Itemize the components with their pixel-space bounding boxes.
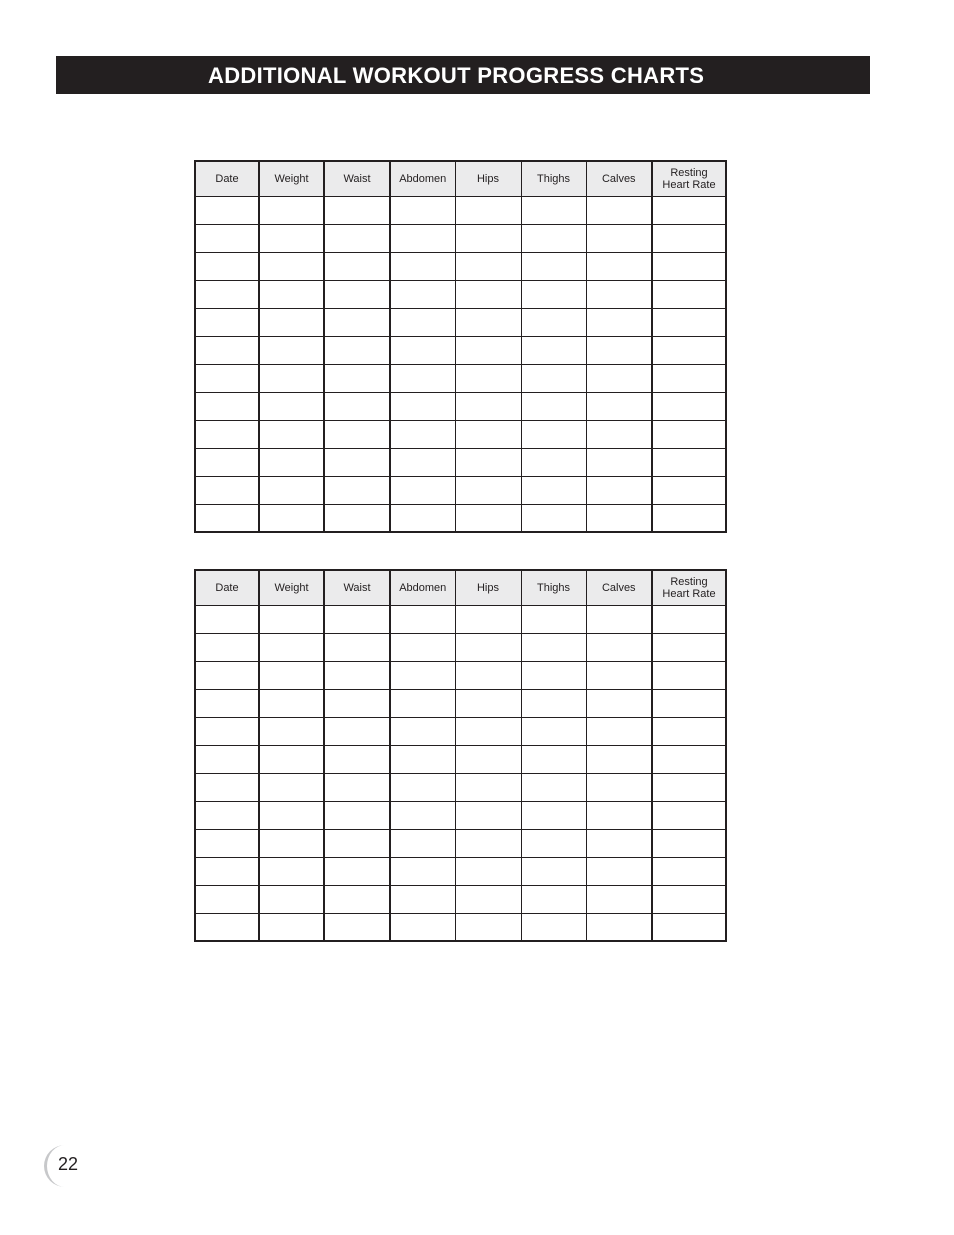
entry-cell[interactable] bbox=[324, 745, 390, 773]
entry-cell[interactable] bbox=[652, 364, 726, 392]
entry-cell[interactable] bbox=[390, 504, 455, 532]
entry-cell[interactable] bbox=[390, 364, 455, 392]
entry-cell[interactable] bbox=[521, 448, 586, 476]
table-row bbox=[195, 308, 726, 336]
entry-cell[interactable] bbox=[652, 801, 726, 829]
entry-cell[interactable] bbox=[390, 661, 455, 689]
entry-cell[interactable] bbox=[259, 392, 324, 420]
entry-cell[interactable] bbox=[324, 252, 390, 280]
entry-cell[interactable] bbox=[195, 392, 259, 420]
entry-cell[interactable] bbox=[390, 196, 455, 224]
entry-cell[interactable] bbox=[259, 280, 324, 308]
entry-cell[interactable] bbox=[324, 913, 390, 941]
column-header-date: Date bbox=[195, 161, 259, 196]
entry-cell[interactable] bbox=[521, 801, 586, 829]
entry-cell[interactable] bbox=[455, 476, 521, 504]
entry-cell[interactable] bbox=[586, 252, 652, 280]
column-header-date: Date bbox=[195, 570, 259, 605]
entry-cell[interactable] bbox=[259, 420, 324, 448]
entry-cell[interactable] bbox=[652, 689, 726, 717]
entry-cell[interactable] bbox=[455, 633, 521, 661]
entry-cell[interactable] bbox=[390, 689, 455, 717]
entry-cell[interactable] bbox=[652, 605, 726, 633]
entry-cell[interactable] bbox=[652, 392, 726, 420]
entry-cell[interactable] bbox=[586, 504, 652, 532]
entry-cell[interactable] bbox=[455, 420, 521, 448]
entry-cell[interactable] bbox=[521, 252, 586, 280]
entry-cell[interactable] bbox=[455, 196, 521, 224]
entry-cell[interactable] bbox=[652, 476, 726, 504]
entry-cell[interactable] bbox=[652, 633, 726, 661]
entry-cell[interactable] bbox=[195, 196, 259, 224]
entry-cell[interactable] bbox=[390, 913, 455, 941]
table-row bbox=[195, 504, 726, 532]
entry-cell[interactable] bbox=[259, 717, 324, 745]
entry-cell[interactable] bbox=[324, 392, 390, 420]
column-header-resting-heart-rate: Resting Heart Rate bbox=[652, 161, 726, 196]
entry-cell[interactable] bbox=[195, 605, 259, 633]
entry-cell[interactable] bbox=[455, 885, 521, 913]
entry-cell[interactable] bbox=[652, 224, 726, 252]
column-header-calves: Calves bbox=[586, 570, 652, 605]
entry-cell[interactable] bbox=[259, 857, 324, 885]
entry-cell[interactable] bbox=[521, 420, 586, 448]
table-row bbox=[195, 392, 726, 420]
entry-cell[interactable] bbox=[259, 252, 324, 280]
entry-cell[interactable] bbox=[586, 280, 652, 308]
column-header-resting-heart-rate: Resting Heart Rate bbox=[652, 570, 726, 605]
chart-header-row bbox=[195, 161, 726, 196]
entry-cell[interactable] bbox=[652, 913, 726, 941]
entry-cell[interactable] bbox=[652, 448, 726, 476]
table-row bbox=[195, 476, 726, 504]
entry-cell[interactable] bbox=[195, 336, 259, 364]
entry-cell[interactable] bbox=[324, 605, 390, 633]
entry-cell[interactable] bbox=[652, 420, 726, 448]
entry-cell[interactable] bbox=[390, 801, 455, 829]
entry-cell[interactable] bbox=[521, 336, 586, 364]
table-row bbox=[195, 857, 726, 885]
entry-cell[interactable] bbox=[390, 252, 455, 280]
entry-cell[interactable] bbox=[586, 336, 652, 364]
entry-cell[interactable] bbox=[455, 308, 521, 336]
entry-cell[interactable] bbox=[455, 913, 521, 941]
entry-cell[interactable] bbox=[586, 689, 652, 717]
entry-cell[interactable] bbox=[324, 448, 390, 476]
table-row bbox=[195, 745, 726, 773]
entry-cell[interactable] bbox=[259, 448, 324, 476]
entry-cell[interactable] bbox=[521, 829, 586, 857]
entry-cell[interactable] bbox=[195, 885, 259, 913]
entry-cell[interactable] bbox=[455, 661, 521, 689]
entry-cell[interactable] bbox=[521, 224, 586, 252]
entry-cell[interactable] bbox=[324, 504, 390, 532]
column-header-weight: Weight bbox=[259, 570, 324, 605]
entry-cell[interactable] bbox=[455, 689, 521, 717]
entry-cell[interactable] bbox=[586, 857, 652, 885]
entry-cell[interactable] bbox=[652, 717, 726, 745]
entry-cell[interactable] bbox=[586, 224, 652, 252]
entry-cell[interactable] bbox=[259, 504, 324, 532]
entry-cell[interactable] bbox=[455, 745, 521, 773]
entry-cell[interactable] bbox=[586, 633, 652, 661]
entry-cell[interactable] bbox=[259, 885, 324, 913]
entry-cell[interactable] bbox=[521, 476, 586, 504]
table-row bbox=[195, 420, 726, 448]
entry-cell[interactable] bbox=[324, 224, 390, 252]
entry-cell[interactable] bbox=[390, 336, 455, 364]
entry-cell[interactable] bbox=[586, 745, 652, 773]
column-header-thighs: Thighs bbox=[521, 570, 586, 605]
entry-cell[interactable] bbox=[324, 689, 390, 717]
entry-cell[interactable] bbox=[195, 252, 259, 280]
entry-cell[interactable] bbox=[390, 224, 455, 252]
column-header-calves: Calves bbox=[586, 161, 652, 196]
entry-cell[interactable] bbox=[586, 829, 652, 857]
table-row bbox=[195, 773, 726, 801]
table-row bbox=[195, 885, 726, 913]
table-row bbox=[195, 717, 726, 745]
entry-cell[interactable] bbox=[390, 448, 455, 476]
entry-cell[interactable] bbox=[521, 392, 586, 420]
entry-cell[interactable] bbox=[259, 689, 324, 717]
entry-cell[interactable] bbox=[195, 420, 259, 448]
page-title: ADDITIONAL WORKOUT PROGRESS CHARTS bbox=[208, 63, 705, 88]
entry-cell[interactable] bbox=[324, 196, 390, 224]
entry-cell[interactable] bbox=[324, 308, 390, 336]
page-number: 22 bbox=[58, 1154, 79, 1174]
table-row bbox=[195, 689, 726, 717]
entry-cell[interactable] bbox=[586, 308, 652, 336]
entry-cell[interactable] bbox=[390, 476, 455, 504]
entry-cell[interactable] bbox=[521, 717, 586, 745]
entry-cell[interactable] bbox=[455, 280, 521, 308]
entry-cell[interactable] bbox=[324, 420, 390, 448]
entry-cell[interactable] bbox=[652, 745, 726, 773]
entry-cell[interactable] bbox=[521, 280, 586, 308]
entry-cell[interactable] bbox=[586, 885, 652, 913]
entry-cell[interactable] bbox=[455, 504, 521, 532]
entry-cell[interactable] bbox=[521, 308, 586, 336]
entry-cell[interactable] bbox=[586, 448, 652, 476]
entry-cell[interactable] bbox=[521, 885, 586, 913]
entry-cell[interactable] bbox=[195, 913, 259, 941]
entry-cell[interactable] bbox=[455, 717, 521, 745]
column-header-weight: Weight bbox=[259, 161, 324, 196]
entry-cell[interactable] bbox=[195, 857, 259, 885]
entry-cell[interactable] bbox=[324, 661, 390, 689]
column-header-abdomen: Abdomen bbox=[390, 161, 455, 196]
entry-cell[interactable] bbox=[455, 252, 521, 280]
entry-cell[interactable] bbox=[259, 801, 324, 829]
entry-cell[interactable] bbox=[586, 196, 652, 224]
entry-cell[interactable] bbox=[195, 448, 259, 476]
entry-cell[interactable] bbox=[652, 829, 726, 857]
entry-cell[interactable] bbox=[195, 661, 259, 689]
entry-cell[interactable] bbox=[521, 504, 586, 532]
entry-cell[interactable] bbox=[324, 857, 390, 885]
entry-cell[interactable] bbox=[195, 745, 259, 773]
entry-cell[interactable] bbox=[390, 857, 455, 885]
entry-cell[interactable] bbox=[455, 773, 521, 801]
entry-cell[interactable] bbox=[324, 364, 390, 392]
entry-cell[interactable] bbox=[324, 885, 390, 913]
entry-cell[interactable] bbox=[455, 224, 521, 252]
entry-cell[interactable] bbox=[195, 224, 259, 252]
entry-cell[interactable] bbox=[259, 605, 324, 633]
entry-cell[interactable] bbox=[259, 336, 324, 364]
entry-cell[interactable] bbox=[390, 420, 455, 448]
entry-cell[interactable] bbox=[390, 633, 455, 661]
entry-cell[interactable] bbox=[521, 773, 586, 801]
entry-cell[interactable] bbox=[455, 829, 521, 857]
entry-cell[interactable] bbox=[586, 605, 652, 633]
entry-cell[interactable] bbox=[324, 280, 390, 308]
table-row bbox=[195, 829, 726, 857]
entry-cell[interactable] bbox=[586, 773, 652, 801]
table-row bbox=[195, 252, 726, 280]
column-header-waist: Waist bbox=[324, 570, 390, 605]
progress-chart-1 bbox=[194, 160, 727, 533]
entry-cell[interactable] bbox=[455, 857, 521, 885]
table-row bbox=[195, 448, 726, 476]
entry-cell[interactable] bbox=[521, 196, 586, 224]
column-header-abdomen: Abdomen bbox=[390, 570, 455, 605]
entry-cell[interactable] bbox=[586, 913, 652, 941]
entry-cell[interactable] bbox=[652, 504, 726, 532]
entry-cell[interactable] bbox=[586, 717, 652, 745]
entry-cell[interactable] bbox=[259, 224, 324, 252]
entry-cell[interactable] bbox=[521, 605, 586, 633]
entry-cell[interactable] bbox=[652, 885, 726, 913]
entry-cell[interactable] bbox=[195, 717, 259, 745]
entry-cell[interactable] bbox=[195, 801, 259, 829]
entry-cell[interactable] bbox=[259, 308, 324, 336]
column-header-thighs: Thighs bbox=[521, 161, 586, 196]
entry-cell[interactable] bbox=[259, 913, 324, 941]
entry-cell[interactable] bbox=[324, 717, 390, 745]
entry-cell[interactable] bbox=[390, 885, 455, 913]
entry-cell[interactable] bbox=[652, 857, 726, 885]
entry-cell[interactable] bbox=[521, 633, 586, 661]
chart-header-row bbox=[195, 570, 726, 605]
entry-cell[interactable] bbox=[521, 364, 586, 392]
entry-cell[interactable] bbox=[195, 773, 259, 801]
table-row bbox=[195, 196, 726, 224]
entry-cell[interactable] bbox=[324, 336, 390, 364]
entry-cell[interactable] bbox=[259, 745, 324, 773]
entry-cell[interactable] bbox=[390, 308, 455, 336]
entry-cell[interactable] bbox=[259, 364, 324, 392]
entry-cell[interactable] bbox=[390, 745, 455, 773]
entry-cell[interactable] bbox=[324, 801, 390, 829]
entry-cell[interactable] bbox=[521, 857, 586, 885]
entry-cell[interactable] bbox=[390, 717, 455, 745]
entry-cell[interactable] bbox=[195, 504, 259, 532]
table-row bbox=[195, 661, 726, 689]
column-header-hips: Hips bbox=[455, 161, 521, 196]
entry-cell[interactable] bbox=[586, 364, 652, 392]
entry-cell[interactable] bbox=[586, 801, 652, 829]
entry-cell[interactable] bbox=[195, 633, 259, 661]
entry-cell[interactable] bbox=[586, 661, 652, 689]
entry-cell[interactable] bbox=[652, 196, 726, 224]
entry-cell[interactable] bbox=[455, 605, 521, 633]
entry-cell[interactable] bbox=[455, 801, 521, 829]
table-row bbox=[195, 364, 726, 392]
entry-cell[interactable] bbox=[455, 392, 521, 420]
entry-cell[interactable] bbox=[390, 392, 455, 420]
entry-cell[interactable] bbox=[652, 308, 726, 336]
entry-cell[interactable] bbox=[259, 829, 324, 857]
entry-cell[interactable] bbox=[259, 633, 324, 661]
entry-cell[interactable] bbox=[259, 196, 324, 224]
entry-cell[interactable] bbox=[652, 336, 726, 364]
entry-cell[interactable] bbox=[652, 280, 726, 308]
entry-cell[interactable] bbox=[652, 661, 726, 689]
entry-cell[interactable] bbox=[455, 364, 521, 392]
entry-cell[interactable] bbox=[195, 829, 259, 857]
entry-cell[interactable] bbox=[390, 773, 455, 801]
column-header-hips: Hips bbox=[455, 570, 521, 605]
table-row bbox=[195, 280, 726, 308]
entry-cell[interactable] bbox=[455, 336, 521, 364]
entry-cell[interactable] bbox=[324, 829, 390, 857]
entry-cell[interactable] bbox=[259, 476, 324, 504]
entry-cell[interactable] bbox=[652, 773, 726, 801]
entry-cell[interactable] bbox=[390, 605, 455, 633]
entry-cell[interactable] bbox=[652, 252, 726, 280]
entry-cell[interactable] bbox=[521, 745, 586, 773]
entry-cell[interactable] bbox=[195, 476, 259, 504]
entry-cell[interactable] bbox=[455, 448, 521, 476]
entry-cell[interactable] bbox=[324, 773, 390, 801]
progress-chart-2 bbox=[194, 569, 727, 942]
entry-cell[interactable] bbox=[195, 280, 259, 308]
entry-cell[interactable] bbox=[324, 476, 390, 504]
entry-cell[interactable] bbox=[521, 689, 586, 717]
entry-cell[interactable] bbox=[390, 280, 455, 308]
entry-cell[interactable] bbox=[390, 829, 455, 857]
table-row bbox=[195, 605, 726, 633]
entry-cell[interactable] bbox=[521, 913, 586, 941]
table-row bbox=[195, 224, 726, 252]
entry-cell[interactable] bbox=[324, 633, 390, 661]
entry-cell[interactable] bbox=[259, 773, 324, 801]
entry-cell[interactable] bbox=[259, 661, 324, 689]
entry-cell[interactable] bbox=[195, 308, 259, 336]
entry-cell[interactable] bbox=[586, 392, 652, 420]
entry-cell[interactable] bbox=[586, 420, 652, 448]
section-title-bar bbox=[56, 56, 870, 94]
entry-cell[interactable] bbox=[195, 364, 259, 392]
column-header-waist: Waist bbox=[324, 161, 390, 196]
table-row bbox=[195, 913, 726, 941]
table-row bbox=[195, 633, 726, 661]
entry-cell[interactable] bbox=[521, 661, 586, 689]
table-row bbox=[195, 336, 726, 364]
entry-cell[interactable] bbox=[195, 689, 259, 717]
table-row bbox=[195, 801, 726, 829]
entry-cell[interactable] bbox=[586, 476, 652, 504]
